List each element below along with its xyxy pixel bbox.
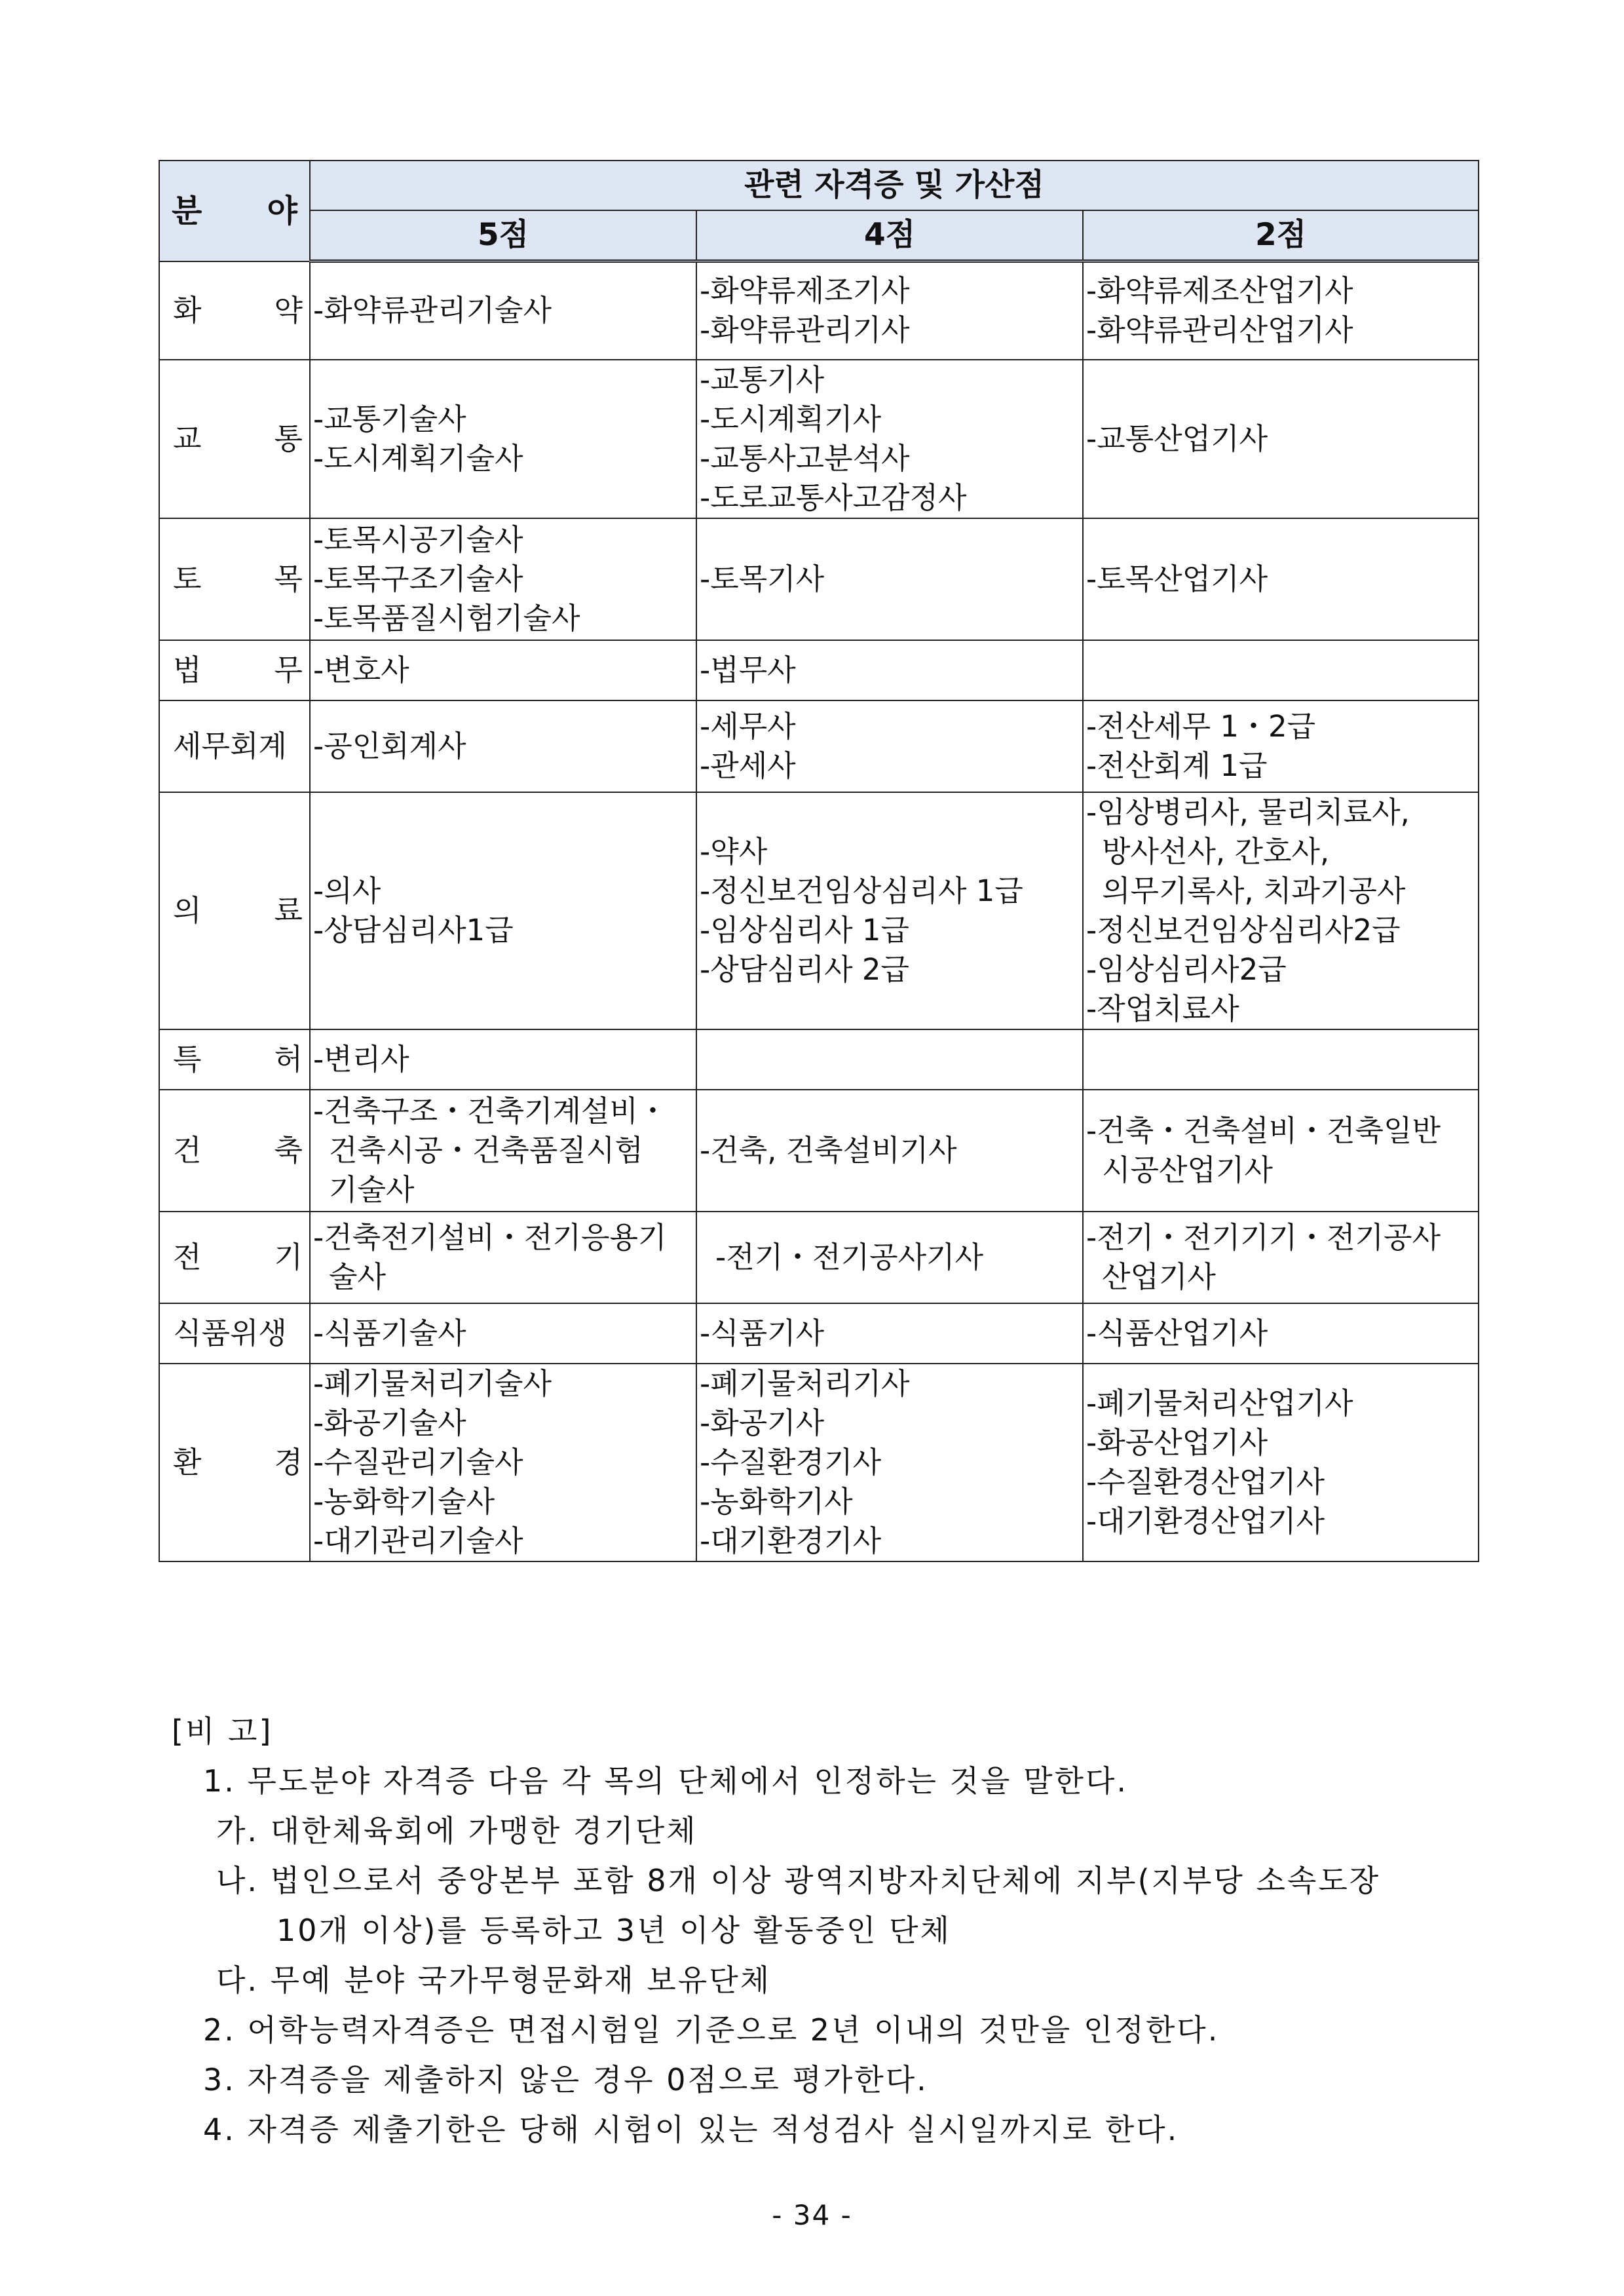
cert-item: -세무사 [700, 708, 796, 744]
remark-line: 3. 자격증을 제출하지 않은 경우 0점으로 평가한다. [203, 2062, 928, 2097]
cert-item: -도로교통사고감정사 [700, 480, 967, 515]
table-row [159, 640, 1479, 700]
cert-cell-p5 [310, 261, 696, 360]
remark-line: 다. 무예 분야 국가무형문화재 보유단체 [216, 1962, 772, 1998]
table-row [159, 518, 1479, 640]
cert-cell-p2 [1083, 1212, 1479, 1303]
cert-item: -관세사 [700, 748, 796, 783]
remark-line: 가. 대한체육회에 가맹한 경기단체 [216, 1813, 698, 1848]
cert-item: -변호사 [313, 652, 409, 687]
table-row [159, 1364, 1479, 1561]
cert-cell-p4 [696, 700, 1083, 792]
area-header [159, 161, 310, 261]
table-body [159, 261, 1479, 1561]
remark-line: 10개 이상)를 등록하고 3년 이상 활동중인 단체 [276, 1913, 951, 1948]
cert-item: -수질환경산업기사 [1086, 1464, 1325, 1499]
cert-item: -화공기사 [700, 1405, 825, 1440]
field-label-right: 경 [274, 1444, 303, 1480]
cert-item: 의무기록사, 치과기공사 [1102, 873, 1406, 908]
field-label-right: 축 [274, 1132, 303, 1168]
cert-item: -임상심리사 1급 [700, 912, 909, 947]
cert-cell-p5 [310, 518, 696, 640]
cert-item: 건축시공・건축품질시험 [329, 1132, 643, 1168]
area-header-right: 야 [267, 192, 297, 229]
field-label-left: 특 [173, 1041, 202, 1077]
field-cell [159, 1303, 310, 1364]
cert-item: -화약류관리기술사 [313, 293, 552, 328]
field-label-left: 식품위생 [173, 1315, 287, 1350]
cert-item: -전산회계 1급 [1086, 748, 1268, 783]
cert-item: -대기관리기술사 [313, 1523, 523, 1558]
cert-cell-p4 [696, 1364, 1083, 1561]
cert-cell-p4 [696, 261, 1083, 360]
area-header-left: 분 [172, 192, 202, 229]
cert-item: -건축・건축설비・건축일반 [1086, 1113, 1441, 1148]
field-label-left: 세무회계 [173, 728, 287, 763]
cert-item: -화약류제조산업기사 [1086, 273, 1353, 309]
cert-item: -변리사 [313, 1041, 409, 1077]
table-row [159, 1212, 1479, 1303]
field-label-left: 교 [173, 421, 202, 456]
page-number: - 34 - [772, 2199, 852, 2231]
remark-line: 1. 무도분야 자격증 다음 각 목의 단체에서 인정하는 것을 말한다. [203, 1763, 1129, 1799]
cert-item: -화약류제조기사 [700, 273, 910, 309]
cert-cell-p2 [1083, 1364, 1479, 1561]
cert-item: -약사 [700, 833, 768, 869]
cert-item: -정신보건임상심리사 1급 [700, 873, 1023, 908]
field-cell [159, 700, 310, 792]
cert-cell-p5 [310, 360, 696, 518]
field-cell [159, 518, 310, 640]
cert-item: -화공기술사 [313, 1405, 466, 1440]
cert-item: -법무사 [700, 652, 796, 687]
cert-item: -교통기사 [700, 362, 825, 397]
cert-cell-p2 [1083, 1090, 1479, 1212]
cert-item: -토목품질시험기술사 [313, 600, 580, 636]
cert-cell-p2 [1083, 261, 1479, 360]
cert-item: -식품산업기사 [1086, 1315, 1268, 1350]
remark-line: 2. 어학능력자격증은 면접시험일 기준으로 2년 이내의 것만을 인정한다. [203, 2012, 1220, 2048]
cert-item: -상담심리사 2급 [700, 951, 909, 987]
cert-item: -정신보건임상심리사2급 [1086, 912, 1401, 947]
col-5-header: 5점 [310, 210, 696, 261]
table-row [159, 1090, 1479, 1212]
cert-item: -대기환경기사 [700, 1523, 882, 1558]
cert-item: -임상병리사, 물리치료사, [1086, 794, 1410, 830]
cert-item: -폐기물처리산업기사 [1086, 1385, 1353, 1421]
qualification-table [159, 160, 1479, 1562]
field-label-right: 료 [274, 892, 303, 928]
col-4-header: 4점 [696, 210, 1083, 261]
col-2-header: 2점 [1083, 210, 1479, 261]
cert-item: -도시계획기술사 [313, 440, 523, 476]
cert-item: -농화학기사 [700, 1483, 853, 1519]
field-label-left: 토 [173, 561, 202, 596]
cert-cell-p5 [310, 640, 696, 700]
cert-cell-p5 [310, 700, 696, 792]
cert-item: -교통기술사 [313, 401, 466, 436]
cert-cell-p2 [1083, 700, 1479, 792]
cert-item: -토목기사 [700, 561, 825, 596]
cert-cell-p2 [1083, 640, 1479, 700]
cert-item: 기술사 [329, 1172, 415, 1207]
cert-item: -건축구조・건축기계설비・ [313, 1093, 668, 1128]
cert-item: -건축, 건축설비기사 [700, 1132, 957, 1168]
cert-item: -공인회계사 [313, 728, 466, 763]
cert-cell-p2 [1083, 518, 1479, 640]
cert-item: -도시계획기사 [700, 401, 882, 436]
field-label-right: 약 [274, 292, 303, 328]
cert-cell-p5 [310, 1029, 696, 1090]
cert-item: -식품기술사 [313, 1315, 466, 1350]
cert-item: -화약류관리기사 [700, 313, 910, 348]
cert-item: -수질환경기사 [700, 1444, 882, 1480]
cert-item: -의사 [313, 873, 381, 908]
cert-cell-p4 [696, 1029, 1083, 1090]
cert-cell-p2 [1083, 360, 1479, 518]
cert-item: -토목시공기술사 [313, 522, 523, 557]
field-cell [159, 640, 310, 700]
field-label-right: 무 [274, 652, 303, 687]
cert-item: -전기・전기공사기사 [715, 1239, 983, 1274]
remark-line: 나. 법인으로서 중앙본부 포함 8개 이상 광역지방자치단체에 지부(지부당 소속도장 [216, 1863, 1381, 1898]
cert-item: -토목구조기술사 [313, 561, 523, 596]
field-cell [159, 1029, 310, 1090]
remark-line: 4. 자격증 제출기한은 당해 시험이 있는 적성검사 실시일까지로 한다. [203, 2112, 1179, 2147]
cert-cell-p4 [696, 360, 1083, 518]
field-cell [159, 261, 310, 360]
table-row [159, 1029, 1479, 1090]
field-cell [159, 792, 310, 1029]
cert-item: -전기・전기기기・전기공사 [1086, 1219, 1441, 1255]
cert-cell-p4 [696, 640, 1083, 700]
cert-item: 술사 [329, 1259, 386, 1294]
cert-item: -대기환경산업기사 [1086, 1503, 1325, 1539]
table-row [159, 360, 1479, 518]
cert-cell-p5 [310, 1303, 696, 1364]
cert-cell-p2 [1083, 792, 1479, 1029]
cert-item: 산업기사 [1102, 1259, 1216, 1294]
field-cell [159, 1364, 310, 1561]
field-label-right: 목 [274, 561, 303, 596]
field-label-left: 환 [173, 1444, 202, 1480]
cert-cell-p4 [696, 1090, 1083, 1212]
cert-item: -화약류관리산업기사 [1086, 313, 1353, 348]
cert-item: -농화학기술사 [313, 1483, 495, 1519]
table-row [159, 700, 1479, 792]
cert-item: -식품기사 [700, 1315, 825, 1350]
field-label-left: 화 [173, 292, 202, 328]
cert-item: -폐기물처리기사 [700, 1366, 910, 1401]
cert-cell-p5 [310, 1364, 696, 1561]
field-cell [159, 1090, 310, 1212]
cert-cell-p2 [1083, 1303, 1479, 1364]
field-label-left: 법 [173, 652, 202, 687]
cert-item: -교통사고분석사 [700, 440, 910, 476]
field-cell [159, 360, 310, 518]
table-row [159, 1303, 1479, 1364]
table-row [159, 792, 1479, 1029]
cert-item: -상담심리사1급 [313, 912, 514, 947]
cert-cell-p4 [696, 792, 1083, 1029]
cert-item: -폐기물처리기술사 [313, 1366, 552, 1401]
cert-cell-p2 [1083, 1029, 1479, 1090]
cert-item: -건축전기설비・전기응용기 [313, 1219, 667, 1255]
remarks-list [172, 1756, 1380, 2154]
field-label-right: 허 [274, 1041, 303, 1077]
remarks-section [172, 1706, 1380, 2154]
cert-cell-p4 [696, 1303, 1083, 1364]
cert-item: -임상심리사2급 [1086, 951, 1287, 987]
field-label-left: 전 [173, 1239, 202, 1274]
cert-cell-p5 [310, 1090, 696, 1212]
cert-item: 시공산업기사 [1102, 1152, 1273, 1187]
field-label-left: 건 [173, 1132, 202, 1168]
cert-item: -토목산업기사 [1086, 561, 1268, 596]
cert-item: -전산세무 1・2급 [1086, 708, 1316, 744]
cert-item: -교통산업기사 [1086, 421, 1268, 456]
field-label-right: 통 [274, 421, 303, 456]
remarks-heading: [비 고] [172, 1713, 273, 1749]
field-label-left: 의 [173, 892, 202, 928]
field-cell [159, 1212, 310, 1303]
cert-item: -작업치료사 [1086, 991, 1239, 1026]
table-row [159, 261, 1479, 360]
cert-item: -화공산업기사 [1086, 1425, 1268, 1460]
points-group-header: 관련 자격증 및 가산점 [310, 161, 1479, 210]
field-label-right: 기 [274, 1239, 303, 1274]
cert-item: 방사선사, 간호사, [1102, 833, 1330, 869]
cert-cell-p4 [696, 1212, 1083, 1303]
cert-cell-p5 [310, 1212, 696, 1303]
cert-item: -수질관리기술사 [313, 1444, 523, 1480]
cert-cell-p4 [696, 518, 1083, 640]
cert-cell-p5 [310, 792, 696, 1029]
